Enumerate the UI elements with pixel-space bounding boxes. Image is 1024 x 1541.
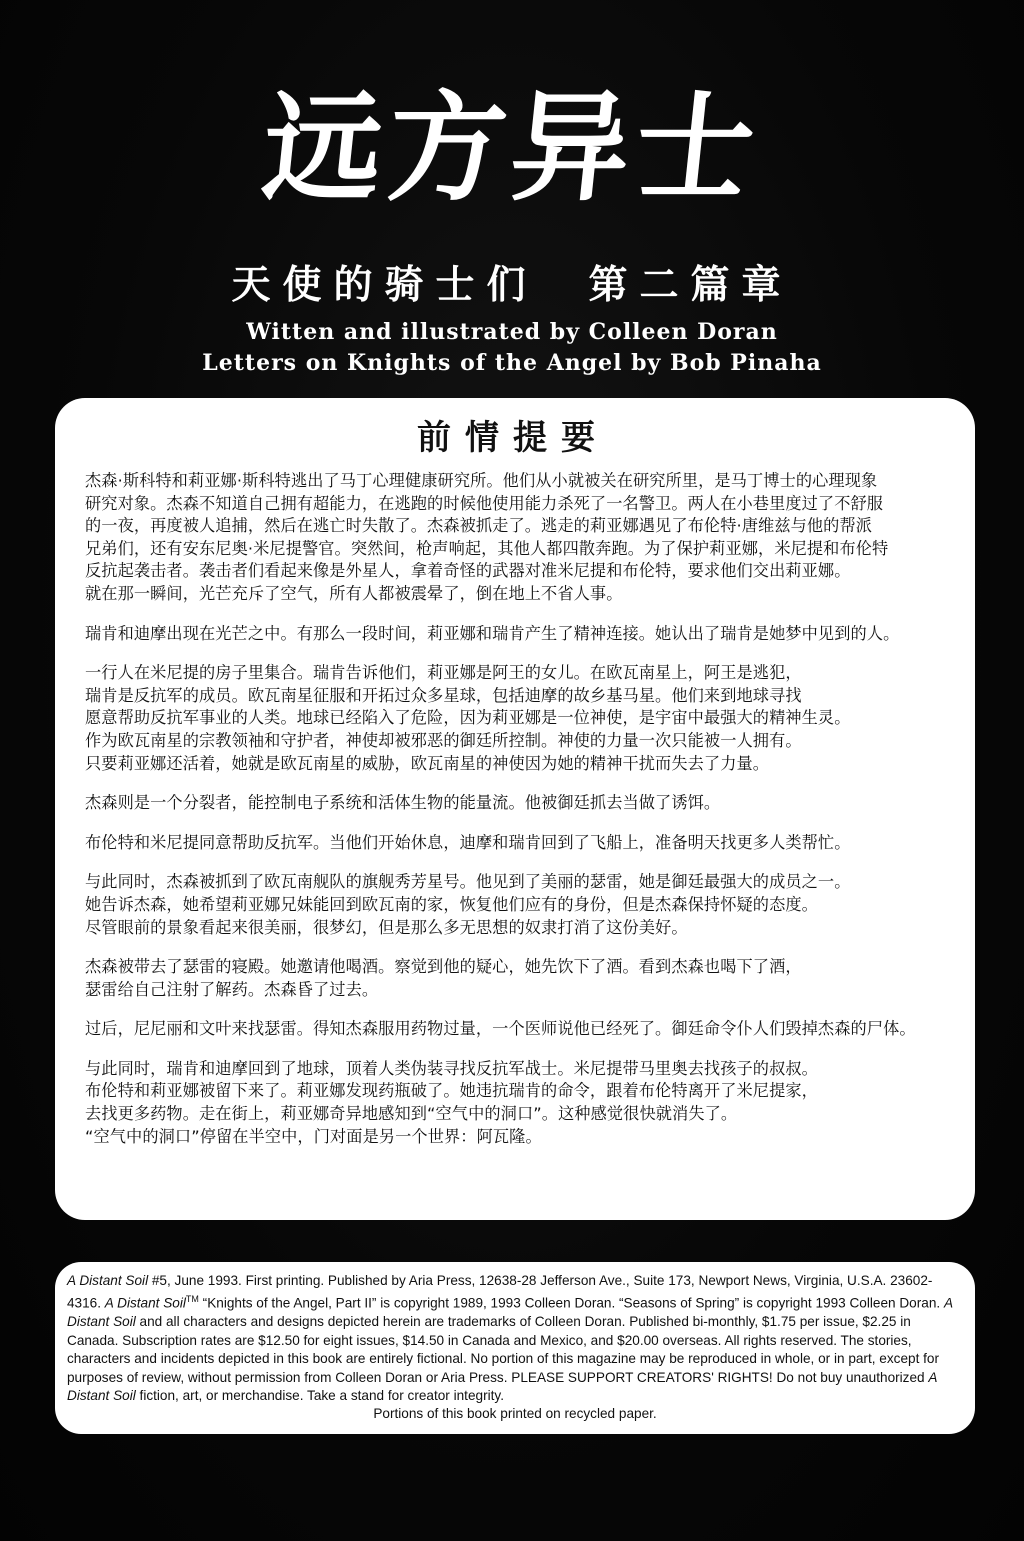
recap-paragraph: 布伦特和米尼提同意帮助反抗军。当他们开始休息，迪摩和瑞肯回到了飞船上，准备明天找更多人类帮忙。 <box>85 832 851 852</box>
recap-paragraph: 过后，尼尼丽和文叶来找瑟雷。得知杰森服用药物过量，一个医师说他已经死了。御廷命令仆人们毁掉杰森的尸体。 <box>85 1019 916 1039</box>
trademark-mark: TM <box>185 1294 199 1305</box>
book-title: A Distant Soil <box>104 1295 186 1311</box>
book-title: A Distant Soil <box>67 1369 937 1403</box>
recap-paragraph: 与此同时，瑞肯和迪摩回到了地球，顶着人类伪装寻找反抗军战士。米尼提带马里奥去找孩子的叔叔。 布伦特和莉亚娜被留下来了。莉亚娜发现药瓶破了。她违抗瑞肯的命令，跟着布伦特离开了米尼提家， 去找更多药物。走在街上，莉亚娜奇异地感知到“空气中的洞口”。这种感觉很快就消失了。 “空气中的洞口”停留在半空中，门对面是另一个世界：阿瓦隆。 <box>85 1058 818 1146</box>
book-title: A Distant Soil <box>67 1273 149 1288</box>
recap-heading: 前情提要 <box>417 418 609 458</box>
letterer-credit: Letters on Knights of the Angel by Bob Pinaha <box>202 350 822 376</box>
chapter-subtitle: 天使的骑士们 第二篇章 <box>231 263 793 308</box>
recycled-paper-note: Portions of this book printed on recycled paper. <box>373 1406 657 1422</box>
recap-paragraph: 一行人在米尼提的房子里集合。瑞肯告诉他们，莉亚娜是阿王的女儿。在欧瓦南星上，阿王是逃犯， 瑞肯是反抗军的成员。欧瓦南星征服和开拓过众多星球，包括迪摩的故乡基马星。他们来到地球寻找 愿意帮助反抗军事业的人类。地球已经陷入了危险，因为莉亚娜是一位神使，是宇宙中最强大的精神生灵。 作为欧瓦南星的宗教领袖和守护者，神使却被邪恶的御廷所控制。神使的力量一次只能被一人拥有。 只要莉亚娜还活着，她就是欧瓦南星的威胁，欧瓦南星的神使因为她的精神干扰而失去了力量。 <box>85 663 851 773</box>
recap-paragraph: 瑞肯和迪摩出现在光芒之中。有那么一段时间，莉亚娜和瑞肯产生了精神连接。她认出了瑞肯是她梦中见到的人。 <box>85 623 900 643</box>
indicia-panel <box>55 1262 975 1434</box>
recap-panel <box>55 398 975 1220</box>
recap-paragraph: 杰森则是一个分裂者，能控制电子系统和活体生物的能量流。他被御廷抓去当做了诱饵。 <box>85 793 721 813</box>
book-title: A Distant Soil <box>67 1295 953 1330</box>
series-logo: 远方异士 <box>256 78 768 217</box>
recap-paragraph: 与此同时，杰森被抓到了欧瓦南舰队的旗舰秀芳星号。他见到了美丽的瑟雷，她是御廷最强大的成员之一。 她告诉杰森，她希望莉亚娜兄妹能回到欧瓦南的家，恢复他们应有的身份，但是杰森保持怀疑的态度。 尽管眼前的景象看起来很美丽，很梦幻，但是那么多无思想的奴隶打消了这份美好。 <box>85 872 851 937</box>
writer-credit: Witten and illustrated by Colleen Doran <box>246 319 778 345</box>
recap-paragraph: 杰森·斯科特和莉亚娜·斯科特逃出了马丁心理健康研究所。他们从小就被关在研究所里，是马丁博士的心理现象 研究对象。杰森不知道自己拥有超能力，在逃跑的时候他使用能力杀死了一名警卫。两人在小巷里度过了不舒服 的一夜，再度被人追捕，然后在逃亡时失散了。杰森被抓走了。逃走的莉亚娜遇见了布伦特·唐维兹与他的帮派 兄弟们，还有安东尼奥·米尼提警官。突然间，枪声响起，其他人都四散奔跑。为了保护莉亚娜，米尼提和布伦特 反抗起袭击者。袭击者们看起来像是外星人，拿着奇怪的武器对准米尼提和布伦特，要求他们交出莉亚娜。 就在那一瞬间，光芒充斥了空气，所有人都被震晕了，倒在地上不省人事。 <box>85 471 889 603</box>
recap-paragraph: 杰森被带去了瑟雷的寝殿。她邀请他喝酒。察觉到他的疑心，她先饮下了酒。看到杰森也喝下了酒， 瑟雷给自己注射了解药。杰森昏了过去。 <box>85 957 802 999</box>
indicia-text: A Distant Soil #5, June 1993. First printing. Published by Aria Press, 12638-28 Jefferson Ave., Suite 173, Newport News, Virginia, U.S.A. 23602-4316. A Distant Soil™ “Knights of the Angel, Part II” is copyright 1989, 1993 Colleen Doran. “Seasons of Spring” is copyright 1993 Colleen Doran. A Distant Soil and all characters and designs depicted herein are trademarks of Colleen Doran. Published bi-monthly, $1.75 per issue, $2.25 in Canada. Subscription rates are $12.50 for eight issues, $14.50 in Canada and Mexico, and $20.00 overseas. All rights reserved. The stories, characters and incidents depicted in this book are entirely fictional. No portion of this magazine may be reproduced in whole, or in part, except for purposes of review, without permission from Colleen Doran or Aria Press. PLEASE SUPPORT CREATORS' RIGHTS! Do not buy unauthorized A Distant Soil fiction, art, or merchandise. Take a stand for creator integrity. <box>67 1273 953 1403</box>
